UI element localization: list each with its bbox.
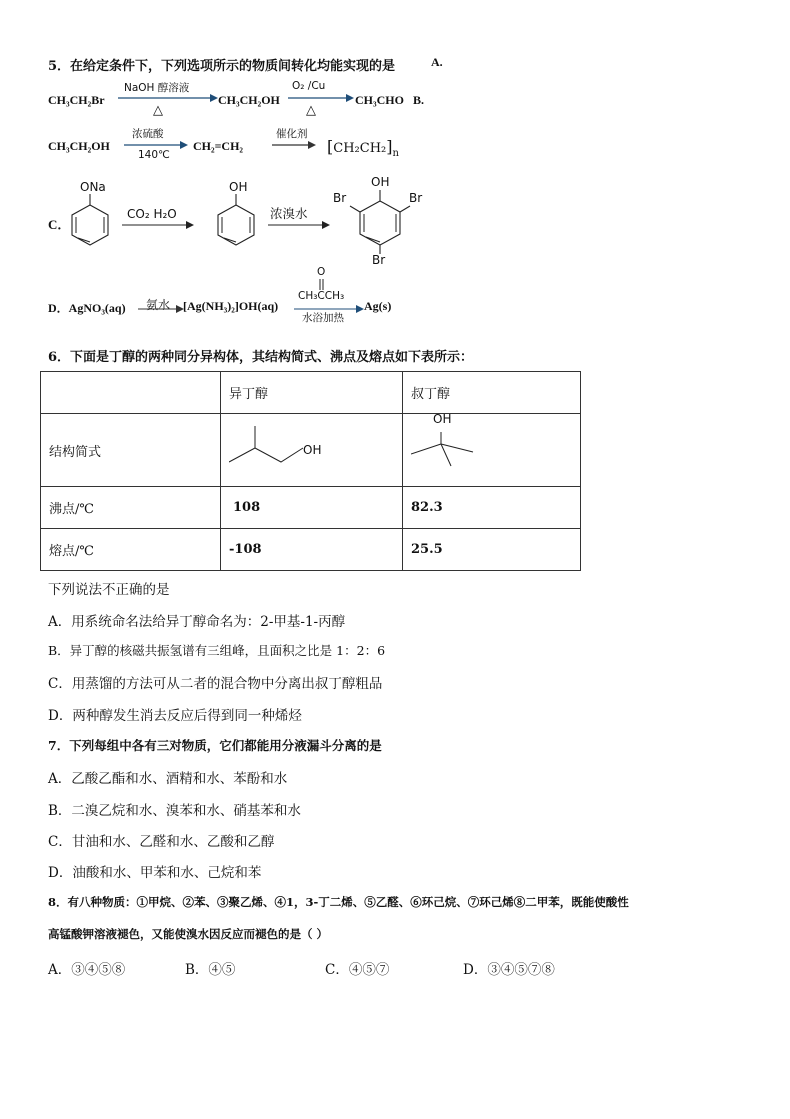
q5-a-product: CH₃CHO <box>355 93 404 107</box>
q5-option-b-label: B. <box>413 93 425 107</box>
q6-table-bp-isobutanol: 108 <box>221 487 403 529</box>
q6-table-header-tert-butanol: 叔丁醇 <box>403 372 581 414</box>
q6-table-mp-isobutanol: -108 <box>221 529 403 571</box>
q5-b-temp: 140℃ <box>138 149 170 161</box>
q5-b-polymer-body: CH₂CH₂ <box>333 141 387 156</box>
q6-table-struct-isobutanol <box>221 414 403 487</box>
q5-a-intermediate: CH₃CH₂OH <box>218 93 280 107</box>
q5-d-reactant: D．AgNO₃(aq) <box>48 301 126 315</box>
q5-d-intermediate: [Ag(NH₃)₂]OH(aq) <box>183 299 279 313</box>
q6-table-bp-tert-butanol: 82.3 <box>403 487 581 529</box>
q5-d-condition: 水浴加热 <box>302 312 344 324</box>
q8-option-b: B．④⑤ <box>185 962 236 978</box>
q8-stem-line1: 8．有八种物质：①甲烷、②苯、③聚乙烯、④1，3-丁二烯、⑤乙醛、⑥环己烷、⑦环己烯⑧二甲苯，既能使酸性 <box>48 895 629 909</box>
q5-c-br-left: Br <box>333 191 347 205</box>
q5-c-br-right: Br <box>409 191 423 205</box>
q5-a-heat2: △ <box>306 103 316 118</box>
q6-table-mp-tert-butanol: 25.5 <box>403 529 581 571</box>
q8-stem-line2: 高锰酸钾溶液褪色，又能使溴水因反应而褪色的是（ ） <box>48 927 329 941</box>
q5-d-product: Ag(s) <box>364 299 392 313</box>
isobutanol-skeleton <box>229 420 339 480</box>
q5-a-heat1: △ <box>153 103 163 118</box>
q6-table-header-isobutanol: 异丁醇 <box>221 372 403 414</box>
q8-option-d: D．③④⑤⑦⑧ <box>463 962 555 978</box>
q7-option-d: D．油酸和水、甲苯和水、己烷和苯 <box>48 865 262 881</box>
q5-a-cond2: O₂ /Cu <box>292 80 326 92</box>
q5-option-a-label: A. <box>431 55 443 69</box>
q5-b-reactant: CH₃CH₂OH <box>48 139 110 153</box>
q6-prompt: 下列说法不正确的是 <box>48 582 170 598</box>
q6-option-b: B．异丁醇的核磁共振氢谱有三组峰，且面积之比是 1：2：6 <box>48 643 386 658</box>
q5-b-polymer-open: [ <box>327 137 334 156</box>
q6-option-d: D．两种醇发生消去反应后得到同一种烯烃 <box>48 708 302 724</box>
isobutanol-oh: OH <box>303 443 322 457</box>
q6-table-struct-label: 结构简式 <box>41 414 221 487</box>
q7-option-a: A．乙酸乙酯和水、酒精和水、苯酚和水 <box>48 771 288 787</box>
q5-b-cond2: 催化剂 <box>276 128 308 140</box>
q5-c-ona: ONa <box>80 180 106 194</box>
q6-table-mp-label: 熔点/℃ <box>41 529 221 571</box>
q7-stem: 7．下列每组中各有三对物质，它们都能用分液漏斗分离的是 <box>48 738 382 753</box>
q6-option-a: A．用系统命名法给异丁醇命名为：2-甲基-1-丙醇 <box>48 614 346 630</box>
q5-b-polymer <box>327 137 399 159</box>
q6-option-c: C．用蒸馏的方法可从二者的混合物中分离出叔丁醇粗品 <box>48 676 383 692</box>
q5-b-polymer-close: ] <box>386 137 393 156</box>
q5-d-arrow1 <box>138 304 184 314</box>
q5-c-product-oh: OH <box>371 175 390 189</box>
q6-table <box>40 371 581 571</box>
q5-b-polymer-n: n <box>392 147 399 159</box>
q5-c-phenol-oh: OH <box>229 180 248 194</box>
q6-table-bp-label: 沸点/℃ <box>41 487 221 529</box>
q6-table-corner <box>41 372 221 414</box>
tert-butanol-skeleton <box>411 420 491 480</box>
q5-d-acetone: CH₃CCH₃ <box>298 290 345 302</box>
q5-a-arrow2 <box>288 93 354 103</box>
q5-c-br-bottom: Br <box>372 253 386 267</box>
q5-c-reagent2: 浓溴水 <box>270 206 308 221</box>
q8-option-a: A．③④⑤⑧ <box>48 962 126 978</box>
q5-a-cond1: NaOH 醇溶液 <box>124 82 190 94</box>
q5-option-c-label: C． <box>48 217 71 232</box>
q5-d-reagent1: 氨水 <box>146 298 171 312</box>
q5-d-carbonyl-o: O <box>317 266 326 278</box>
q6-table-struct-tert-butanol <box>403 414 581 487</box>
q6-stem: 6．下面是丁醇的两种同分异构体，其结构简式、沸点及熔点如下表所示： <box>48 350 474 365</box>
q5-stem: 5．在给定条件下，下列选项所示的物质间转化均能实现的是 <box>48 59 396 74</box>
q5-a-reactant: CH₃CH₂Br <box>48 93 105 107</box>
q5-b-arrow2 <box>272 140 316 150</box>
q7-option-b: B．二溴乙烷和水、溴苯和水、硝基苯和水 <box>48 803 301 819</box>
q7-option-c: C．甘油和水、乙醛和水、乙酸和乙醇 <box>48 834 275 850</box>
q5-a-arrow1 <box>118 93 218 103</box>
q5-b-cond1: 浓硫酸 <box>132 128 164 140</box>
q8-option-c: C．④⑤⑦ <box>325 962 390 978</box>
q5-c-reagent1: CO₂ H₂O <box>127 207 177 221</box>
tert-butanol-oh: OH <box>433 412 452 426</box>
q5-b-intermediate: CH₂=CH₂ <box>193 139 244 153</box>
